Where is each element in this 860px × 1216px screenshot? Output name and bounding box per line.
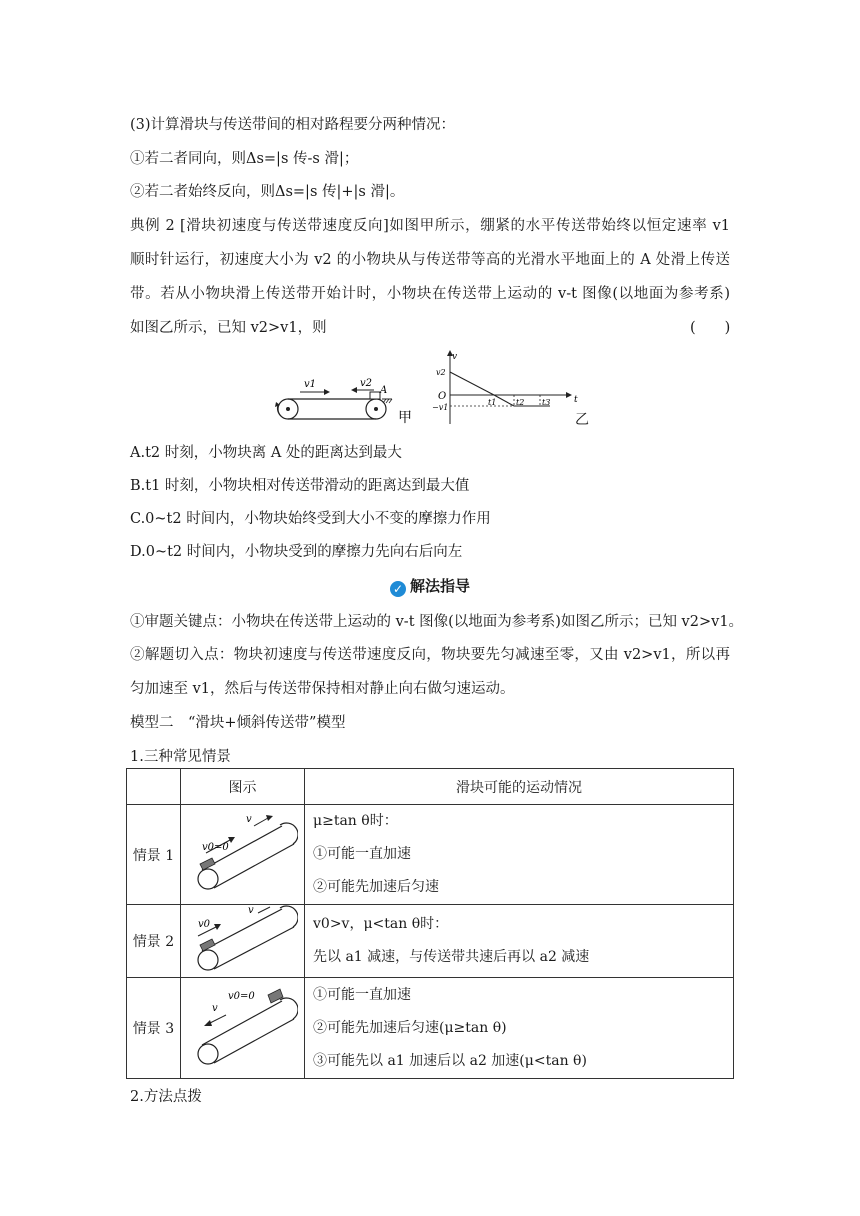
- belt-figure: [272, 372, 417, 427]
- incline-belt-figure: [188, 905, 298, 973]
- description-line: ①可能一直加速: [313, 846, 411, 862]
- tick-v2: v2: [436, 368, 446, 377]
- description-line: ①可能一直加速: [313, 986, 411, 1003]
- heading-text: 解法指导: [409, 577, 470, 595]
- label-v: v: [247, 905, 254, 916]
- figure-cell: [181, 978, 305, 1079]
- incline-belt-figure: [188, 812, 298, 894]
- tick-t1: t1: [488, 398, 497, 407]
- vt-graph: [430, 350, 595, 430]
- table-row: [127, 805, 734, 905]
- label-v1: v1: [304, 379, 317, 390]
- option-c: C.0~t2 时间内，小物块始终受到大小不变的摩擦力作用: [130, 511, 491, 527]
- table-row: [127, 978, 734, 1079]
- table-cell: [127, 769, 181, 805]
- axis-v-label: v: [452, 352, 458, 362]
- option-b: B.t1 时刻，小物块相对传送带滑动的距离达到最大值: [130, 478, 470, 494]
- tick-neg-v1: −v1: [432, 403, 449, 412]
- label-jia: 甲: [398, 410, 412, 426]
- description-line: v0>v，μ<tan θ时：: [313, 916, 449, 932]
- row-label: 情景 2: [127, 905, 181, 978]
- table-row: [127, 905, 734, 978]
- table-header-row: [127, 769, 734, 805]
- section-heading: [0, 575, 860, 597]
- tick-t3: t3: [542, 398, 551, 407]
- origin-label: O: [438, 391, 447, 402]
- row-label: 情景 1: [127, 805, 181, 905]
- label-v: v: [245, 813, 252, 825]
- table-header-cell: 图示: [181, 769, 305, 805]
- description-cell: [305, 805, 734, 905]
- paragraph: 如图乙所示，已知 v2>v1，则: [130, 320, 327, 336]
- label-yi: 乙: [575, 412, 589, 428]
- label-v2: v2: [360, 378, 373, 389]
- paragraph: ①若二者同向，则Δs=|s 传-s 滑|；: [130, 151, 359, 167]
- paragraph: ②若二者始终反向，则Δs=|s 传|+|s 滑|。: [130, 184, 405, 200]
- model-title: 模型二 “滑块+倾斜传送带”模型: [130, 715, 346, 731]
- option-d: D.0~t2 时间内，小物块受到的摩擦力先向右后向左: [130, 544, 463, 560]
- scenario-table: [126, 768, 734, 1079]
- answer-parentheses: ( ): [690, 320, 731, 336]
- guide-paragraph: 匀加速至 v1，然后与传送带保持相对静止向右做匀速运动。: [130, 681, 515, 697]
- tick-t2: t2: [516, 398, 525, 407]
- label-v0: v0: [197, 919, 210, 930]
- paragraph: 带。若从小物块滑上传送带开始计时，小物块在传送带上运动的 v-t 图像(以地面为参考系): [130, 286, 730, 302]
- incline-belt-figure: [188, 983, 298, 1069]
- figure-cell: [181, 805, 305, 905]
- description-cell: [305, 978, 734, 1079]
- option-a: A.t2 时刻，小物块离 A 处的距离达到最大: [130, 445, 402, 461]
- description-line: ③可能先以 a1 加速后以 a2 加速(μ<tan θ): [313, 1052, 587, 1069]
- figure-cell: [181, 905, 305, 978]
- row-label: 情景 3: [127, 978, 181, 1079]
- label-v0-zero: v0=0: [201, 841, 229, 853]
- paragraph: (3)计算滑块与传送带间的相对路程要分两种情况：: [130, 117, 456, 133]
- guide-paragraph: ①审题关键点：小物块在传送带上运动的 v-t 图像(以地面为参考系)如图乙所示；已知 v2>v1。: [130, 614, 744, 630]
- label-A: A: [380, 385, 388, 396]
- guide-paragraph: ②解题切入点：物块初速度与传送带速度反向，物块要先匀减速至零，又由 v2>v1，所以再: [130, 647, 730, 663]
- label-v: v: [211, 1003, 218, 1014]
- paragraph: 典例 2 [滑块初速度与传送带速度反向]如图甲所示，绷紧的水平传送带始终以恒定速率 v1: [130, 218, 730, 234]
- description-line: μ≥tan θ时：: [313, 813, 398, 829]
- subheading: 1.三种常见情景: [130, 749, 231, 765]
- check-icon: ✓: [390, 581, 406, 597]
- description-line: ②可能先加速后匀速(μ≥tan θ): [313, 1019, 507, 1036]
- paragraph: 顺时针运行，初速度大小为 v2 的小物块从与传送带等高的光滑水平地面上的 A 处滑上传送: [130, 252, 730, 268]
- table-header-cell: 滑块可能的运动情况: [305, 769, 734, 805]
- description-cell: [305, 905, 734, 978]
- description-line: ②可能先加速后匀速: [313, 879, 439, 895]
- axis-t-label: t: [574, 395, 578, 405]
- label-v0-zero: v0=0: [227, 991, 255, 1002]
- subheading: 2.方法点拨: [130, 1089, 202, 1105]
- description-line: 先以 a1 减速，与传送带共速后再以 a2 减速: [313, 949, 590, 965]
